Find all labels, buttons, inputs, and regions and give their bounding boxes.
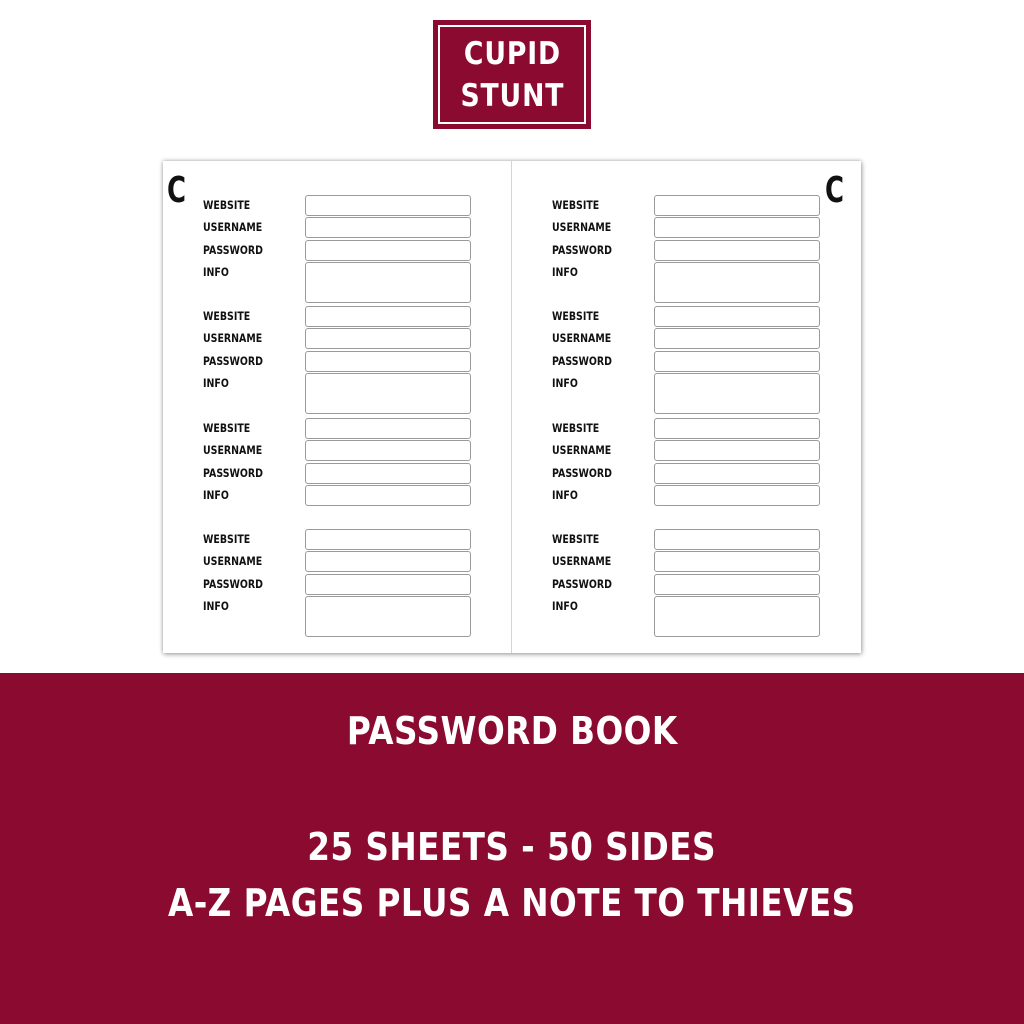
info-label: INFO [203, 599, 229, 613]
brand-line-2: STUNT [460, 77, 564, 114]
password-field [654, 351, 820, 372]
website-field [305, 418, 471, 439]
book-spread-preview [163, 161, 861, 653]
info-label: INFO [203, 265, 229, 279]
password-entry [552, 418, 852, 528]
info-label: INFO [552, 376, 578, 390]
website-field [654, 418, 820, 439]
right-page-letter: C [825, 170, 845, 211]
username-label: USERNAME [552, 220, 612, 234]
info-label: INFO [552, 265, 578, 279]
password-field [305, 574, 471, 595]
username-field [305, 217, 471, 238]
password-label: PASSWORD [203, 243, 264, 257]
username-field [654, 328, 820, 349]
username-field [305, 328, 471, 349]
password-entry [552, 195, 852, 305]
info-label: INFO [552, 488, 578, 502]
left-page [163, 161, 512, 653]
password-entry [203, 306, 503, 416]
password-entry [203, 418, 503, 528]
username-label: USERNAME [552, 443, 612, 457]
brand-logo [433, 20, 591, 129]
username-field [654, 440, 820, 461]
info-field [305, 596, 471, 637]
password-label: PASSWORD [203, 577, 264, 591]
website-label: WEBSITE [203, 309, 251, 323]
info-field [654, 485, 820, 506]
password-label: PASSWORD [552, 243, 613, 257]
password-label: PASSWORD [552, 466, 613, 480]
info-field [654, 262, 820, 303]
username-label: USERNAME [203, 220, 263, 234]
website-label: WEBSITE [203, 532, 251, 546]
info-label: INFO [203, 376, 229, 390]
password-entry [552, 306, 852, 416]
username-label: USERNAME [203, 443, 263, 457]
info-banner [0, 673, 1024, 1024]
password-field [654, 574, 820, 595]
info-field [654, 596, 820, 637]
username-label: USERNAME [203, 554, 263, 568]
password-entry [552, 529, 852, 639]
website-field [654, 306, 820, 327]
banner-line-pages: A-Z PAGES PLUS A NOTE TO THIEVES [168, 881, 856, 925]
password-label: PASSWORD [203, 466, 264, 480]
website-label: WEBSITE [203, 198, 251, 212]
website-label: WEBSITE [552, 198, 600, 212]
banner-title: PASSWORD BOOK [346, 709, 678, 753]
username-field [654, 551, 820, 572]
website-field [654, 195, 820, 216]
password-field [305, 463, 471, 484]
website-field [654, 529, 820, 550]
password-field [305, 351, 471, 372]
info-field [305, 262, 471, 303]
password-field [654, 240, 820, 261]
password-label: PASSWORD [552, 577, 613, 591]
website-label: WEBSITE [552, 421, 600, 435]
password-label: PASSWORD [203, 354, 264, 368]
password-field [654, 463, 820, 484]
info-label: INFO [203, 488, 229, 502]
password-label: PASSWORD [552, 354, 613, 368]
username-field [654, 217, 820, 238]
right-page [512, 161, 861, 653]
website-field [305, 306, 471, 327]
username-field [305, 551, 471, 572]
website-field [305, 195, 471, 216]
password-entry [203, 195, 503, 305]
info-field [305, 485, 471, 506]
website-label: WEBSITE [552, 532, 600, 546]
username-field [305, 440, 471, 461]
username-label: USERNAME [203, 331, 263, 345]
password-field [305, 240, 471, 261]
username-label: USERNAME [552, 331, 612, 345]
info-field [305, 373, 471, 414]
info-label: INFO [552, 599, 578, 613]
website-label: WEBSITE [203, 421, 251, 435]
brand-logo-frame [438, 25, 586, 124]
website-label: WEBSITE [552, 309, 600, 323]
banner-line-sheets: 25 SHEETS - 50 SIDES [307, 825, 717, 869]
password-entry [203, 529, 503, 639]
website-field [305, 529, 471, 550]
brand-line-1: CUPID [463, 35, 561, 72]
info-field [654, 373, 820, 414]
username-label: USERNAME [552, 554, 612, 568]
left-page-letter: C [167, 170, 187, 211]
